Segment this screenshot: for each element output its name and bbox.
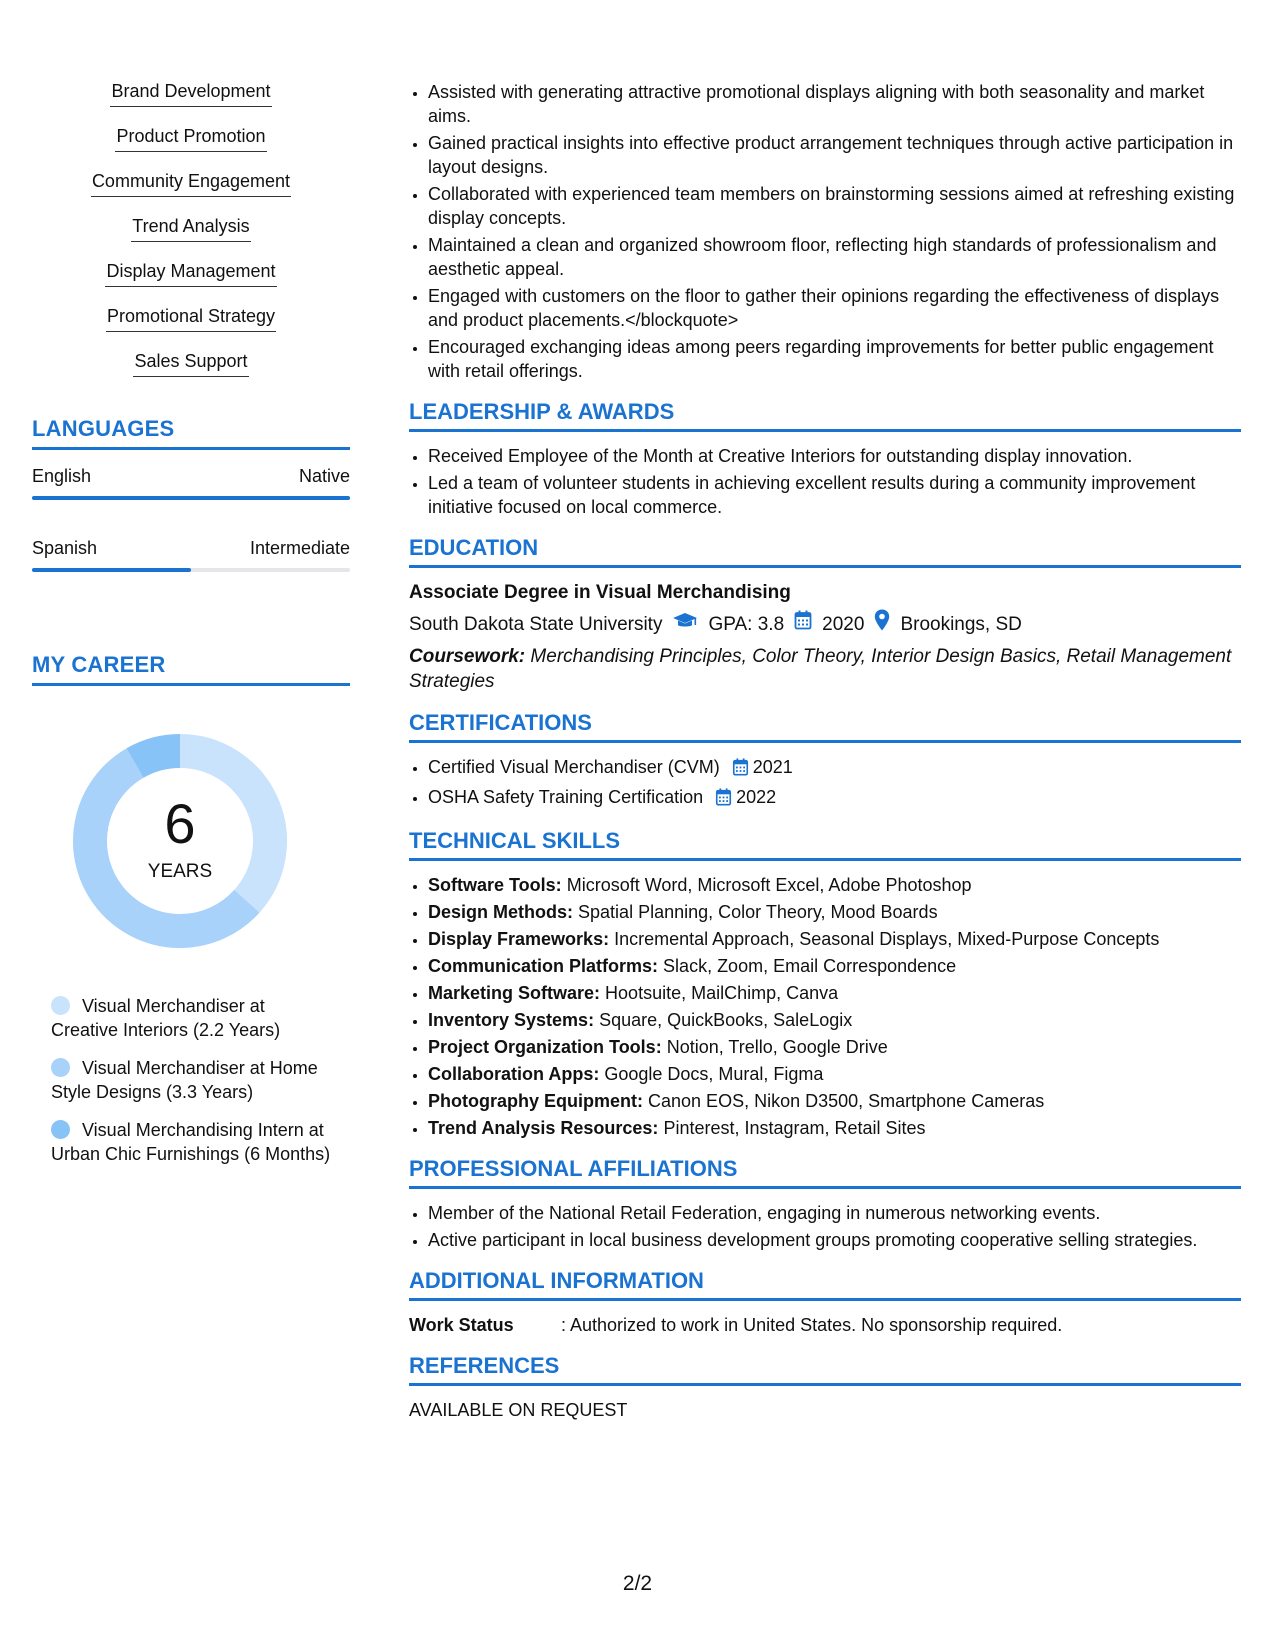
education-meta [409, 609, 1241, 640]
leadership-list [409, 444, 1241, 519]
language-level: Intermediate [249, 538, 350, 558]
career-total-years: 6 [164, 792, 196, 855]
language-level-bar [32, 496, 350, 500]
experience-bullets [409, 80, 1241, 383]
school-location: Brookings, SD [900, 613, 1022, 635]
skills-list [32, 78, 350, 378]
technical-skills-list [409, 873, 1241, 1140]
legend-dot-icon [51, 1058, 70, 1077]
legend-dot-icon [51, 1120, 70, 1139]
career-donut-chart [65, 726, 295, 956]
legend-item: Visual Merchandiser at Home Style Designs (3.3 Years) [51, 1058, 318, 1102]
certification-name: Certified Visual Merchandiser (CVM) [428, 757, 720, 777]
list-item: • Communication Platforms: Slack, Zoom, Email Correspondence [428, 954, 1241, 978]
language-name: English [32, 466, 92, 486]
legend-dot-icon [51, 996, 70, 1015]
certifications-heading: CERTIFICATIONS [409, 710, 1241, 743]
list-item: • Maintained a clean and organized showroom floor, reflecting high standards of professionalism and aesthetic appeal. [428, 233, 1241, 281]
education-heading: EDUCATION [409, 535, 1241, 568]
location-pin-icon [874, 609, 890, 640]
list-item: • Design Methods: Spatial Planning, Color Theory, Mood Boards [428, 900, 1241, 924]
skill-item: Product Promotion [32, 123, 350, 153]
leadership-section [409, 399, 1241, 519]
additional-info-section [409, 1268, 1241, 1337]
language-level-fill [32, 568, 191, 572]
list-item: • Encouraged exchanging ideas among peers regarding improvements for better public engagement with retail offerings. [428, 335, 1241, 383]
list-item: • Received Employee of the Month at Creative Interiors for outstanding display innovation. [428, 444, 1241, 468]
legend-item: Visual Merchandiser at Creative Interiors (2.2 Years) [51, 996, 281, 1040]
skill-item: Community Engagement [32, 168, 350, 198]
work-status-value: : Authorized to work in United States. No sponsorship required. [561, 1315, 1063, 1335]
certifications-section [409, 710, 1241, 812]
list-item: • Software Tools: Microsoft Word, Microsoft Excel, Adobe Photoshop [428, 873, 1241, 897]
skill-item: Promotional Strategy [32, 303, 350, 333]
right-column [409, 80, 1241, 1422]
coursework-list: Merchandising Principles, Color Theory, Interior Design Basics, Retail Management Strategies [409, 646, 1232, 692]
list-item: • Collaborated with experienced team members on brainstorming sessions aimed at refreshing existing display concepts. [428, 182, 1241, 230]
left-column [32, 78, 350, 1180]
career-years-unit: YEARS [147, 861, 213, 882]
coursework-label: Coursework: [409, 646, 526, 667]
list-item: • Inventory Systems: Square, QuickBooks, SaleLogix [428, 1008, 1241, 1032]
page-number: 2/2 [622, 1572, 653, 1595]
additional-info-heading: ADDITIONAL INFORMATION [409, 1268, 1241, 1301]
skill-item: Sales Support [32, 348, 350, 378]
language-name: Spanish [32, 538, 98, 558]
skill-item: Trend Analysis [32, 213, 350, 243]
skill-item: Display Management [32, 258, 350, 288]
language-level-bar [32, 568, 350, 572]
list-item: • Marketing Software: Hootsuite, MailChimp, Canva [428, 981, 1241, 1005]
list-item: • Photography Equipment: Canon EOS, Nikon D3500, Smartphone Cameras [428, 1089, 1241, 1113]
leadership-heading: LEADERSHIP & AWARDS [409, 399, 1241, 432]
affiliations-list [409, 1201, 1241, 1252]
gpa: GPA: 3.8 [708, 613, 785, 635]
calendar-icon [715, 788, 732, 812]
graduation-year: 2020 [822, 613, 865, 635]
list-item: • Collaboration Apps: Google Docs, Mural, Figma [428, 1062, 1241, 1086]
donut-slice-3 [135, 751, 180, 763]
work-status-label: Work Status [409, 1315, 514, 1335]
graduation-cap-icon [672, 611, 698, 639]
languages-heading: LANGUAGES [32, 416, 350, 450]
technical-skills-heading: TECHNICAL SKILLS [409, 828, 1241, 861]
skill-item: Brand Development [32, 78, 350, 108]
references-text: AVAILABLE ON REQUEST [409, 1400, 628, 1420]
language-level: Native [298, 466, 350, 486]
degree-title: Associate Degree in Visual Merchandising [409, 582, 791, 603]
certifications-list [409, 755, 1241, 812]
list-item: • Gained practical insights into effective product arrangement techniques through active participation in layout designs. [428, 131, 1241, 179]
career-legend [51, 994, 331, 1166]
technical-skills-section [409, 828, 1241, 1140]
list-item: • Active participant in local business development groups promoting cooperative selling strategies. [428, 1228, 1241, 1252]
calendar-icon [732, 758, 749, 782]
list-item: • Project Organization Tools: Notion, Trello, Google Drive [428, 1035, 1241, 1059]
list-item: • Engaged with customers on the floor to gather their opinions regarding the effectiveness of displays and product placements.</blockquote> [428, 284, 1241, 332]
list-item [428, 755, 1241, 782]
list-item: • Member of the National Retail Federation, engaging in numerous networking events. [428, 1201, 1241, 1225]
list-item: • Display Frameworks: Incremental Approach, Seasonal Displays, Mixed-Purpose Concepts [428, 927, 1241, 951]
list-item: • Led a team of volunteer students in achieving excellent results during a community improvement initiative focused on local commerce. [428, 471, 1241, 519]
references-heading: REFERENCES [409, 1353, 1241, 1386]
coursework [409, 644, 1241, 694]
references-section [409, 1353, 1241, 1422]
language-row [32, 464, 350, 500]
career-heading: MY CAREER [32, 652, 350, 686]
language-row [32, 536, 350, 572]
work-status-row [409, 1313, 1241, 1337]
list-item [428, 785, 1241, 812]
legend-item: Visual Merchandising Intern at Urban Chic Furnishings (6 Months) [51, 1120, 331, 1164]
affiliations-heading: PROFESSIONAL AFFILIATIONS [409, 1156, 1241, 1189]
certification-name: OSHA Safety Training Certification [428, 787, 704, 807]
language-level-fill [32, 496, 350, 500]
certification-year: 2021 [752, 757, 793, 777]
list-item: • Trend Analysis Resources: Pinterest, Instagram, Retail Sites [428, 1116, 1241, 1140]
certification-year: 2022 [736, 787, 777, 807]
calendar-icon [794, 610, 812, 639]
list-item: • Assisted with generating attractive promotional displays aligning with both seasonality and market aims. [428, 80, 1241, 128]
education-section [409, 535, 1241, 694]
school-name: South Dakota State University [409, 613, 663, 635]
affiliations-section [409, 1156, 1241, 1252]
